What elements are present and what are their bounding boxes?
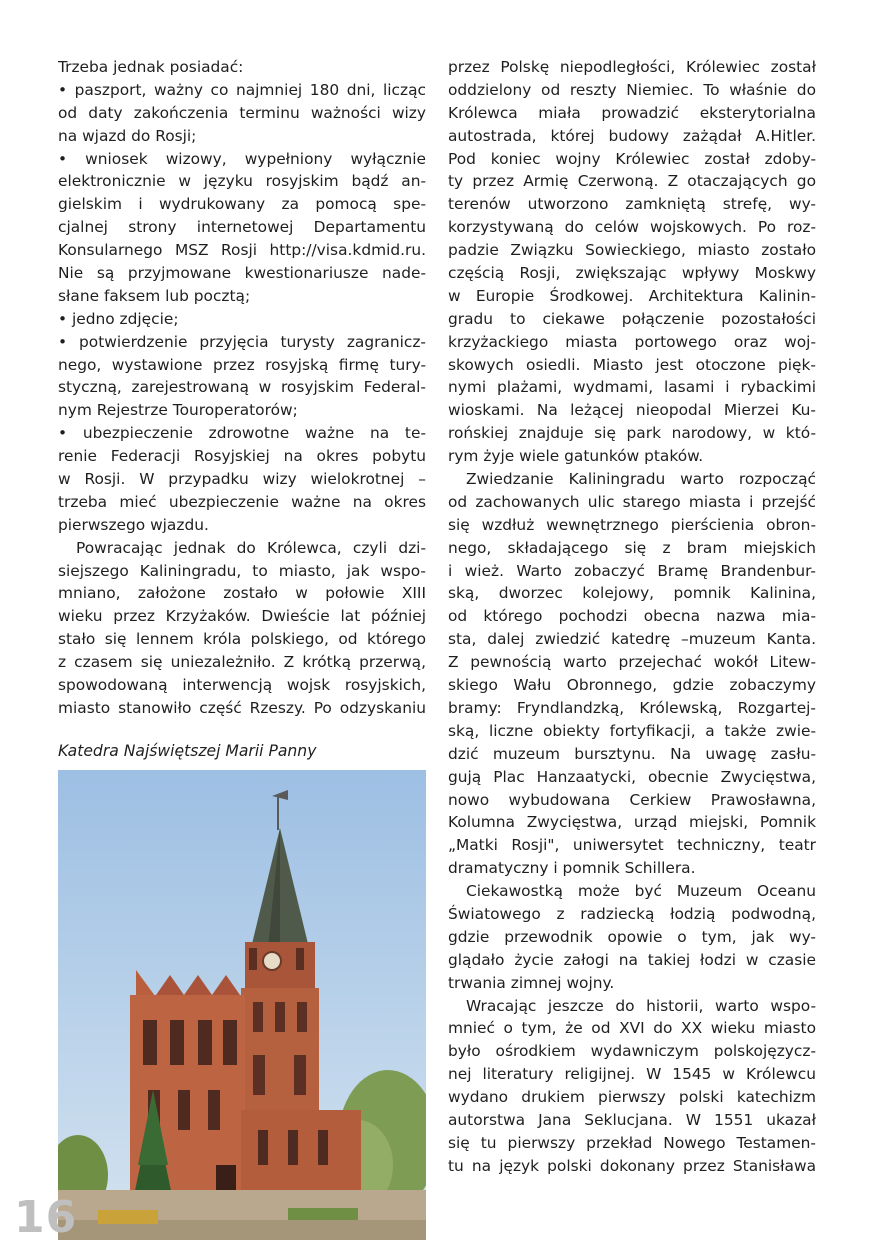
right-text-line: autostrada, której budowy zażądał A.Hitler.: [448, 126, 816, 145]
right-text-line: się tu pierwszy przekład Nowego Testamen-: [448, 1133, 816, 1152]
left-text-line: słane faksem lub pocztą;: [58, 286, 251, 305]
left-text-line: • potwierdzenie przyjęcia turysty zagranicz-: [58, 332, 426, 351]
left-text-line: Nie są przyjmowane kwestionariusze nade-: [58, 264, 426, 283]
right-text-line: korzystywaną do celów wojskowych. Po roz-: [448, 218, 816, 237]
left-text-line: trzeba mieć ubezpieczenie ważne na okres: [58, 492, 426, 511]
left-text-line: mniano, założone zostało w połowie XIII: [58, 584, 426, 603]
right-text-line: terenów utworzono zamkniętą strefę, wy-: [448, 195, 816, 214]
right-text-line: bramy: Fryndlandzką, Królewską, Rozgartej-: [448, 698, 816, 717]
right-text-line: wydano drukiem pierwszy polski katechizm: [448, 1088, 816, 1107]
left-text-line: spowodowaną interwencją wojsk rosyjskich,: [58, 676, 426, 695]
left-text-line: z czasem się uniezależniło. Z krótką przerwą,: [58, 653, 426, 672]
right-text-line: nowo wybudowana Cerkiew Prawosławna,: [448, 790, 816, 809]
right-text-line: Kolumna Zwycięstwa, urząd miejski, Pomnik: [448, 813, 816, 832]
left-text-line: pierwszego wjazdu.: [58, 515, 209, 534]
right-text-line: się wzdłuż wewnętrznego pierścienia obron-: [448, 515, 816, 534]
left-text-line: w Rosji. W przypadku wizy wielokrotnej –: [58, 470, 426, 489]
right-text-line: autorstwa Jana Seklucjana. W 1551 ukazał: [448, 1110, 816, 1129]
right-text-line: Królewca miała prowadzić eksterytorialna: [448, 103, 816, 122]
left-text-line: Konsularnego MSZ Rosji http://visa.kdmid.ru.: [58, 241, 426, 260]
right-text-line: Zwiedzanie Kaliningradu warto rozpocząć: [466, 470, 816, 489]
left-text-line: miasto stanowiło część Rzeszy. Po odzyskaniu: [58, 698, 426, 717]
right-text-line: skowych osiedli. Miasto jest otoczone pięk-: [448, 355, 816, 374]
right-text-column: [448, 56, 816, 1178]
left-text-line: nym Rejestrze Touroperatorów;: [58, 401, 298, 420]
photo-caption: Katedra Najświętszej Marii Panny: [58, 742, 317, 760]
left-text-line: Trzeba jednak posiadać:: [58, 58, 244, 76]
right-text-line: skiego Wału Obronnego, gdzie zobaczymy: [448, 676, 816, 695]
right-text-line: nymi plażami, wydmami, lasami i rybackimi: [448, 378, 816, 397]
right-text-line: częścią Rosji, zwiększając wpływy Moskwy: [448, 264, 816, 283]
left-text-line: • ubezpieczenie zdrowotne ważne na te-: [58, 424, 426, 443]
left-text-line: stało się lennem króla polskiego, od którego: [58, 630, 426, 649]
left-text-line: nego, wystawione przez rosyjską firmę tury-: [58, 355, 426, 374]
page-number: 16: [14, 1192, 78, 1243]
right-text-line: rym żyje wiele gatunków ptaków.: [448, 447, 704, 466]
right-text-line: dramatyczny i pomnik Schillera.: [448, 859, 696, 878]
right-text-line: od którego pochodzi obecna nazwa mia-: [448, 607, 816, 626]
left-text-line: gielskim i wydrukowany za pomocą spe-: [58, 195, 426, 214]
right-text-line: ską, dworzec kolejowy, pomnik Kalinina,: [448, 584, 816, 603]
left-text-line: • wniosek wizowy, wypełniony wyłącznie: [58, 149, 426, 168]
right-text-line: „Matki Rosji", uniwersytet techniczny, teatr: [448, 836, 816, 855]
right-text-line: Światowego z radziecką łodzią podwodną,: [448, 904, 816, 923]
right-text-line: glądało życie załogi na takiej łodzi w czasie: [448, 950, 816, 969]
left-text-column: [58, 56, 426, 720]
right-text-line: dzić muzeum bursztynu. Na uwagę zasłu-: [448, 744, 816, 763]
left-text-line: renie Federacji Rosyjskiej na okres pobytu: [58, 447, 426, 466]
right-text-line: od zachowanych ulic starego miasta i przejść: [448, 492, 816, 511]
right-text-line: Ciekawostką może być Muzeum Oceanu: [466, 882, 816, 901]
right-text-line: krzyżackiego miasta portowego oraz woj-: [448, 332, 816, 351]
left-text-line: elektronicznie w języku rosyjskim bądź an-: [58, 172, 426, 191]
left-text-line: Powracając jednak do Królewca, czyli dzi-: [76, 538, 426, 557]
right-text-line: ską, liczne obiekty fortyfikacji, a także zwie-: [448, 721, 816, 740]
right-text-line: wioskami. Na leżącej nieopodal Mierzei Ku-: [448, 401, 816, 420]
right-text-line: nej literatury religijnej. W 1545 w Królewcu: [448, 1065, 816, 1084]
right-text-line: rońskiej znajduje się park narodowy, w któ-: [448, 424, 816, 443]
right-text-line: sta, dalej zwiedzić katedrę –muzeum Kanta.: [448, 630, 816, 649]
right-text-line: nego, składającego się z bram miejskich: [448, 538, 816, 557]
right-text-line: gują Plac Hanzaatycki, obecnie Zwycięstwa,: [448, 767, 816, 786]
right-text-line: i wież. Warto zobaczyć Bramę Brandenbur-: [448, 561, 816, 580]
left-text-line: • paszport, ważny co najmniej 180 dni, licząc: [58, 80, 426, 99]
left-text-line: siejszego Kaliningradu, to miasto, jak wspo-: [58, 561, 426, 580]
left-text-line: na wjazd do Rosji;: [58, 126, 197, 145]
right-text-line: trwania zimnej wojny.: [448, 973, 615, 992]
right-text-line: gradu to ciekawe połączenie pozostałości: [448, 309, 816, 328]
right-text-line: było ośrodkiem wydawniczym polskojęzycz-: [448, 1042, 816, 1061]
left-text-line: od daty zakończenia terminu ważności wizy: [58, 103, 426, 122]
right-text-line: Z pewnością warto przejechać wokół Litew-: [448, 653, 816, 672]
right-text-line: padzie Związku Sowieckiego, miasto zostało: [448, 241, 816, 260]
left-text-line: wieku przez Krzyżaków. Dwieście lat później: [58, 607, 426, 626]
left-text-line: • jedno zdjęcie;: [58, 309, 179, 328]
right-text-line: oddzielony od reszty Niemiec. To właśnie do: [448, 80, 816, 99]
right-text-line: Pod koniec wojny Królewiec został zdoby-: [448, 149, 816, 168]
left-text-line: styczną, zarejestrowaną w rosyjskim Federal-: [58, 378, 426, 397]
cathedral-photo: [58, 770, 426, 1240]
right-text-line: gdzie przewodnik opowie o tym, jak wy-: [448, 927, 816, 946]
right-text-line: w Europie Środkowej. Architektura Kalinin-: [448, 286, 816, 305]
right-text-line: mnieć o tym, że od XVI do XX wieku miasto: [448, 1019, 816, 1038]
right-text-line: Wracając jeszcze do historii, warto wspo-: [466, 996, 816, 1015]
right-text-line: ty przez Armię Czerwoną. Z otaczających go: [448, 172, 816, 191]
right-text-line: tu na język polski dokonany przez Stanisława: [448, 1156, 816, 1175]
right-text-line: przez Polskę niepodległości, Królewiec został: [448, 58, 816, 76]
left-text-line: cjalnej strony internetowej Departamentu: [58, 218, 426, 237]
